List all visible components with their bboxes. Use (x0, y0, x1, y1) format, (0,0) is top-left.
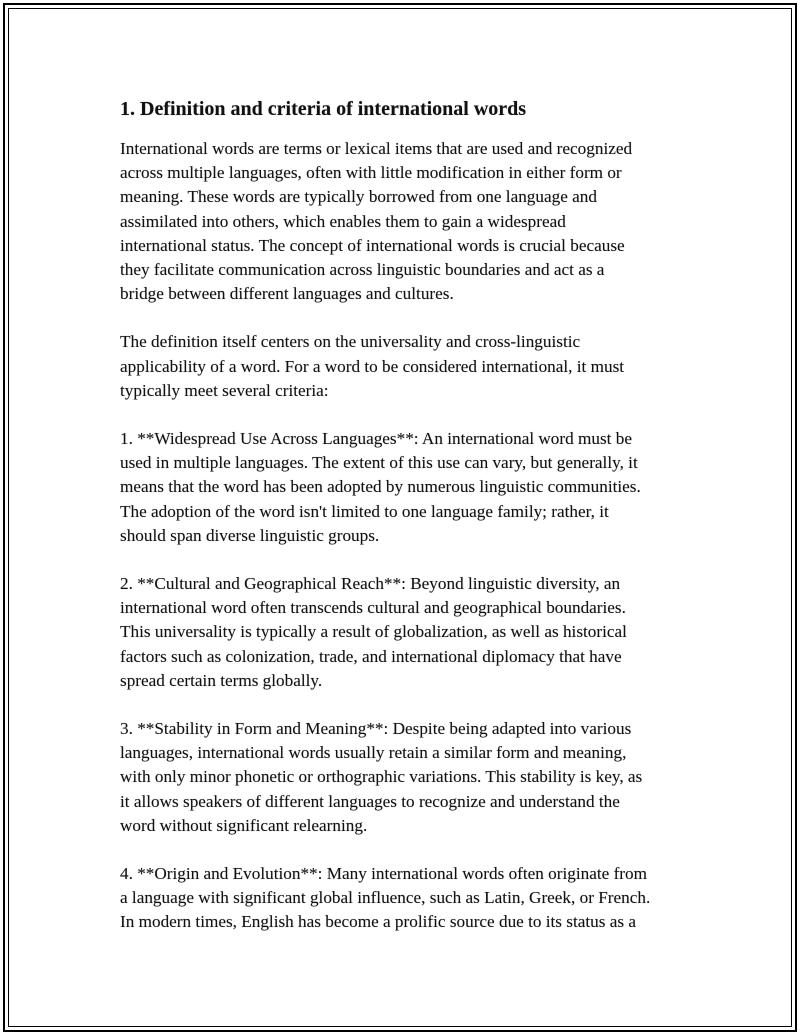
text-line: it allows speakers of different languages to recognize and understand the (120, 791, 620, 811)
paragraph-definition (120, 330, 700, 403)
text-line: languages, international words usually retain a similar form and meaning, (120, 743, 627, 763)
text-line: meaning. These words are typically borrowed from one language and (120, 187, 597, 207)
text-line: should span diverse linguistic groups. (120, 525, 380, 545)
text-line: spread certain terms globally. (120, 670, 323, 690)
text-line: international word often transcends cultural and geographical boundaries. (120, 598, 626, 618)
text-line: bridge between different languages and cultures. (120, 284, 454, 304)
text-line: The definition itself centers on the universality and cross-linguistic (120, 332, 581, 352)
criterion-widespread-use (120, 427, 700, 548)
text-line: word without significant relearning. (120, 815, 368, 835)
text-line: used in multiple languages. The extent of this use can vary, but generally, it (120, 453, 638, 473)
section-heading: 1. Definition and criteria of international words (120, 98, 527, 120)
text-line: 4. **Origin and Evolution**: Many international words often originate from (120, 864, 647, 884)
text-line: 2. **Cultural and Geographical Reach**: Beyond linguistic diversity, an (120, 574, 621, 594)
document-body (120, 95, 700, 959)
text-line: The adoption of the word isn't limited to one language family; rather, it (120, 501, 609, 521)
text-line: across multiple languages, often with little modification in either form or (120, 163, 622, 183)
text-line: they facilitate communication across linguistic boundaries and act as a (120, 260, 605, 280)
criterion-stability (120, 717, 700, 838)
text-line: In modern times, English has become a prolific source due to its status as a (120, 912, 636, 932)
criterion-origin (120, 862, 700, 935)
text-line: means that the word has been adopted by numerous linguistic communities. (120, 477, 641, 497)
paragraph-intro (120, 137, 700, 306)
text-line: typically meet several criteria: (120, 380, 329, 400)
text-line: international status. The concept of international words is crucial because (120, 235, 625, 255)
criterion-cultural-reach (120, 572, 700, 693)
text-line: 1. **Widespread Use Across Languages**: An international word must be (120, 429, 632, 449)
document-page (3, 3, 797, 1032)
text-line: International words are terms or lexical items that are used and recognized (120, 139, 633, 158)
text-line: This universality is typically a result of globalization, as well as historical (120, 622, 627, 642)
text-line: applicability of a word. For a word to be considered international, it must (120, 356, 625, 376)
text-line: with only minor phonetic or orthographic variations. This stability is key, as (120, 767, 643, 787)
text-line: factors such as colonization, trade, and international diplomacy that have (120, 646, 622, 666)
text-line: 3. **Stability in Form and Meaning**: Despite being adapted into various (120, 719, 632, 739)
text-line: a language with significant global influence, such as Latin, Greek, or French. (120, 888, 651, 908)
text-line: assimilated into others, which enables them to gain a widespread (120, 211, 566, 231)
